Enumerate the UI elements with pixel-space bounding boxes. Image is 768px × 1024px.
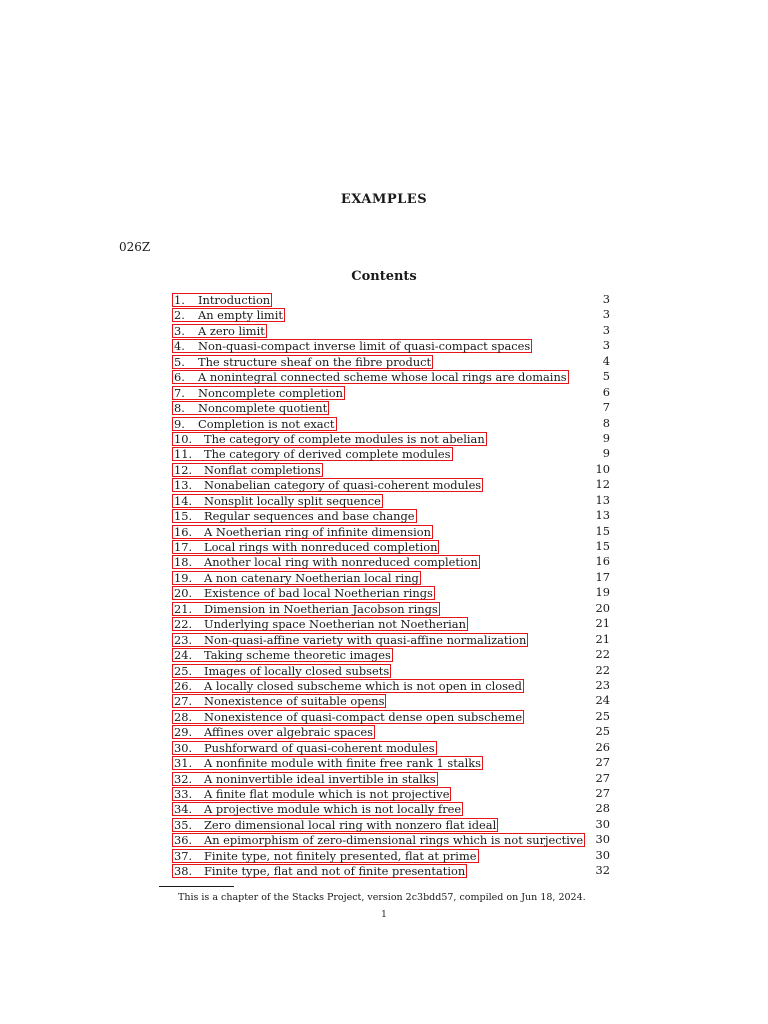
toc-row — [172, 508, 610, 523]
chapter-tag: 026Z — [119, 240, 151, 254]
toc-link[interactable] — [172, 355, 433, 369]
toc-row — [172, 709, 610, 724]
toc-link[interactable] — [172, 417, 337, 431]
toc-page: 27 — [595, 755, 610, 770]
toc-row — [172, 338, 610, 353]
toc-number: 7. — [174, 385, 185, 400]
toc-title: Nonflat completions — [204, 462, 321, 477]
toc-row — [172, 431, 610, 446]
toc-page: 27 — [595, 770, 610, 785]
toc-link[interactable] — [172, 432, 487, 446]
toc-row — [172, 693, 610, 708]
toc-link[interactable] — [172, 802, 463, 816]
toc-number: 28. — [174, 709, 193, 724]
toc-row — [172, 369, 610, 384]
toc-link[interactable] — [172, 864, 467, 878]
toc-title: The category of complete modules is not abelian — [204, 431, 485, 446]
toc-number: 25. — [174, 663, 193, 678]
toc-link[interactable] — [172, 308, 285, 322]
toc-number: 17. — [174, 540, 193, 554]
toc-link[interactable] — [172, 772, 438, 786]
toc-row — [172, 554, 610, 569]
contents-heading: Contents — [351, 269, 417, 284]
toc-link[interactable] — [172, 849, 479, 863]
toc-title: Introduction — [198, 293, 271, 307]
toc-number: 31. — [174, 756, 193, 771]
toc-row — [172, 539, 610, 554]
toc-number: 23. — [174, 632, 193, 647]
toc-number: 10. — [174, 431, 193, 446]
toc-link[interactable] — [172, 447, 453, 461]
toc-number: 12. — [174, 462, 193, 477]
toc-page: 3 — [602, 292, 610, 306]
toc-title: An empty limit — [198, 308, 283, 323]
toc-row — [172, 801, 610, 816]
toc-page: 4 — [602, 353, 610, 368]
toc-link[interactable] — [172, 339, 532, 353]
toc-row — [172, 585, 610, 600]
toc-page: 26 — [595, 739, 610, 754]
toc-number: 8. — [174, 401, 185, 416]
toc-number: 19. — [174, 570, 193, 585]
toc-page: 10 — [595, 461, 610, 476]
toc-page: 13 — [595, 508, 610, 523]
toc-link[interactable] — [172, 725, 375, 739]
toc-link[interactable] — [172, 525, 433, 539]
toc-title: Local rings with nonreduced completion — [204, 540, 438, 554]
toc-link[interactable] — [172, 633, 528, 647]
toc-number: 22. — [174, 617, 193, 632]
toc-page: 8 — [602, 415, 610, 430]
toc-row — [172, 570, 610, 585]
footnote: This is a chapter of the Stacks Project, version 2c3bdd57, compiled on Jun 18, 2024. — [178, 892, 586, 903]
toc-title: Completion is not exact — [198, 416, 335, 431]
toc-row — [172, 446, 610, 461]
toc-number: 16. — [174, 524, 193, 539]
toc-link[interactable] — [172, 818, 498, 832]
toc-row — [172, 477, 610, 492]
toc-title: A non catenary Noetherian local ring — [204, 570, 419, 585]
toc-number: 6. — [174, 370, 185, 385]
toc-page: 17 — [595, 569, 610, 584]
toc-number: 27. — [174, 694, 193, 709]
toc-title: A nonfinite module with finite free rank 1 stalks — [204, 756, 481, 771]
toc-title: Regular sequences and base change — [204, 509, 415, 524]
table-of-contents — [172, 292, 610, 879]
toc-row — [172, 307, 610, 322]
toc-link[interactable] — [172, 293, 272, 307]
toc-title: A finite flat module which is not projective — [204, 787, 450, 801]
toc-number: 37. — [174, 848, 193, 863]
toc-link[interactable] — [172, 602, 440, 616]
toc-page: 5 — [602, 369, 610, 384]
toc-row — [172, 755, 610, 770]
toc-link[interactable] — [172, 540, 439, 554]
toc-row — [172, 647, 610, 662]
toc-number: 35. — [174, 817, 193, 832]
toc-link[interactable] — [172, 648, 393, 662]
toc-row — [172, 863, 610, 878]
toc-page: 7 — [602, 400, 610, 415]
toc-title: The category of derived complete modules — [204, 447, 451, 462]
toc-link[interactable] — [172, 833, 585, 847]
toc-page: 30 — [595, 816, 610, 831]
toc-title: Existence of bad local Noetherian rings — [204, 586, 433, 601]
toc-number: 13. — [174, 478, 193, 493]
toc-row — [172, 493, 610, 508]
toc-number: 29. — [174, 725, 193, 740]
toc-row — [172, 601, 610, 616]
toc-link[interactable] — [172, 463, 323, 477]
toc-number: 20. — [174, 586, 193, 601]
toc-row — [172, 817, 610, 832]
toc-title: Pushforward of quasi-coherent modules — [204, 740, 435, 755]
toc-row — [172, 354, 610, 369]
toc-link[interactable] — [172, 370, 569, 384]
toc-title: Noncomplete quotient — [198, 401, 328, 416]
toc-title: An epimorphism of zero-dimensional rings which is not surjective — [204, 833, 584, 848]
toc-number: 1. — [174, 293, 185, 307]
toc-page: 3 — [602, 307, 610, 322]
toc-number: 14. — [174, 493, 193, 508]
toc-row — [172, 740, 610, 755]
toc-link[interactable] — [172, 478, 483, 492]
toc-link[interactable] — [172, 617, 468, 631]
toc-link[interactable] — [172, 324, 267, 338]
toc-page: 6 — [602, 384, 610, 399]
toc-title: A Noetherian ring of infinite dimension — [204, 524, 431, 539]
toc-number: 15. — [174, 509, 193, 524]
toc-page: 12 — [595, 477, 610, 492]
toc-number: 18. — [174, 555, 193, 570]
toc-page: 28 — [595, 801, 610, 816]
toc-title: Dimension in Noetherian Jacobson rings — [204, 601, 438, 616]
toc-title: Zero dimensional local ring with nonzero flat ideal — [204, 817, 497, 832]
toc-page: 13 — [595, 492, 610, 507]
toc-link[interactable] — [172, 401, 329, 415]
toc-title: Finite type, flat and not of finite presentation — [204, 864, 466, 879]
toc-title: Non-quasi-affine variety with quasi-affine normalization — [204, 632, 527, 647]
toc-page: 21 — [595, 631, 610, 646]
toc-title: A zero limit — [198, 323, 265, 338]
toc-page: 3 — [602, 338, 610, 353]
toc-row — [172, 632, 610, 647]
toc-page: 32 — [595, 863, 610, 878]
toc-title: Another local ring with nonreduced completion — [204, 555, 478, 570]
toc-page: 27 — [595, 786, 610, 800]
toc-title: Nonexistence of quasi-compact dense open subscheme — [204, 709, 523, 724]
page-number: 1 — [381, 910, 387, 920]
toc-page: 16 — [595, 554, 610, 569]
toc-title: Non-quasi-compact inverse limit of quasi-compact spaces — [198, 339, 531, 354]
toc-title: Nonabelian category of quasi-coherent modules — [204, 478, 482, 493]
toc-number: 5. — [174, 354, 185, 369]
toc-number: 2. — [174, 308, 185, 323]
toc-row — [172, 416, 610, 431]
toc-number: 38. — [174, 864, 193, 879]
toc-title: Images of locally closed subsets — [204, 663, 390, 678]
toc-row — [172, 400, 610, 415]
toc-link[interactable] — [172, 386, 345, 400]
toc-number: 26. — [174, 678, 193, 693]
toc-page: 15 — [595, 539, 610, 553]
toc-page: 25 — [595, 724, 610, 739]
toc-title: The structure sheaf on the fibre product — [198, 354, 432, 369]
toc-link[interactable] — [172, 756, 483, 770]
toc-title: Noncomplete completion — [198, 385, 343, 400]
toc-link[interactable] — [172, 710, 524, 724]
toc-number: 32. — [174, 771, 193, 786]
toc-link[interactable] — [172, 694, 386, 708]
toc-number: 4. — [174, 339, 185, 354]
toc-number: 11. — [174, 447, 193, 462]
toc-link[interactable] — [172, 494, 383, 508]
toc-link[interactable] — [172, 679, 524, 693]
toc-number: 9. — [174, 416, 185, 431]
toc-row — [172, 323, 610, 338]
toc-page: 15 — [595, 523, 610, 538]
toc-title: A locally closed subscheme which is not open in closed — [204, 678, 522, 693]
toc-link[interactable] — [172, 509, 417, 523]
toc-title: Underlying space Noetherian not Noetherian — [204, 617, 466, 632]
toc-number: 34. — [174, 802, 193, 817]
toc-title: Nonexistence of suitable opens — [204, 694, 385, 709]
toc-row — [172, 724, 610, 739]
chapter-title: EXAMPLES — [340, 192, 428, 207]
toc-row — [172, 771, 610, 786]
toc-row — [172, 292, 610, 307]
toc-number: 30. — [174, 740, 193, 755]
toc-title: Nonsplit locally split sequence — [204, 493, 381, 508]
toc-page: 9 — [602, 430, 610, 445]
toc-title: Taking scheme theoretic images — [204, 648, 391, 663]
toc-page: 25 — [595, 708, 610, 723]
toc-title: A noninvertible ideal invertible in stalks — [204, 771, 436, 786]
toc-link[interactable] — [172, 664, 391, 678]
toc-page: 21 — [595, 616, 610, 631]
toc-row — [172, 616, 610, 631]
toc-link[interactable] — [172, 741, 437, 755]
toc-number: 36. — [174, 833, 193, 848]
toc-page: 24 — [595, 693, 610, 708]
toc-page: 30 — [595, 832, 610, 847]
toc-title: A nonintegral connected scheme whose local rings are domains — [198, 370, 567, 385]
toc-page: 22 — [595, 647, 610, 662]
toc-page: 3 — [602, 322, 610, 337]
toc-link[interactable] — [172, 571, 421, 585]
toc-number: 21. — [174, 601, 193, 616]
footnote-rule — [159, 886, 234, 887]
toc-page: 30 — [595, 847, 610, 862]
toc-number: 3. — [174, 323, 185, 338]
toc-row — [172, 832, 610, 847]
toc-row — [172, 524, 610, 539]
toc-row — [172, 663, 610, 678]
toc-row — [172, 678, 610, 693]
toc-row — [172, 462, 610, 477]
toc-number: 33. — [174, 787, 193, 801]
toc-number: 24. — [174, 648, 193, 663]
toc-title: Affines over algebraic spaces — [204, 725, 373, 740]
toc-page: 19 — [595, 585, 610, 600]
toc-page: 22 — [595, 662, 610, 677]
toc-row — [172, 786, 610, 801]
toc-title: Finite type, not finitely presented, flat at prime — [204, 848, 477, 863]
toc-title: A projective module which is not locally free — [204, 802, 462, 817]
toc-page: 23 — [595, 677, 610, 692]
toc-page: 20 — [595, 600, 610, 615]
toc-row — [172, 848, 610, 863]
toc-link[interactable] — [172, 787, 451, 801]
toc-link[interactable] — [172, 586, 435, 600]
toc-row — [172, 385, 610, 400]
toc-link[interactable] — [172, 555, 480, 569]
toc-page: 9 — [602, 446, 610, 461]
